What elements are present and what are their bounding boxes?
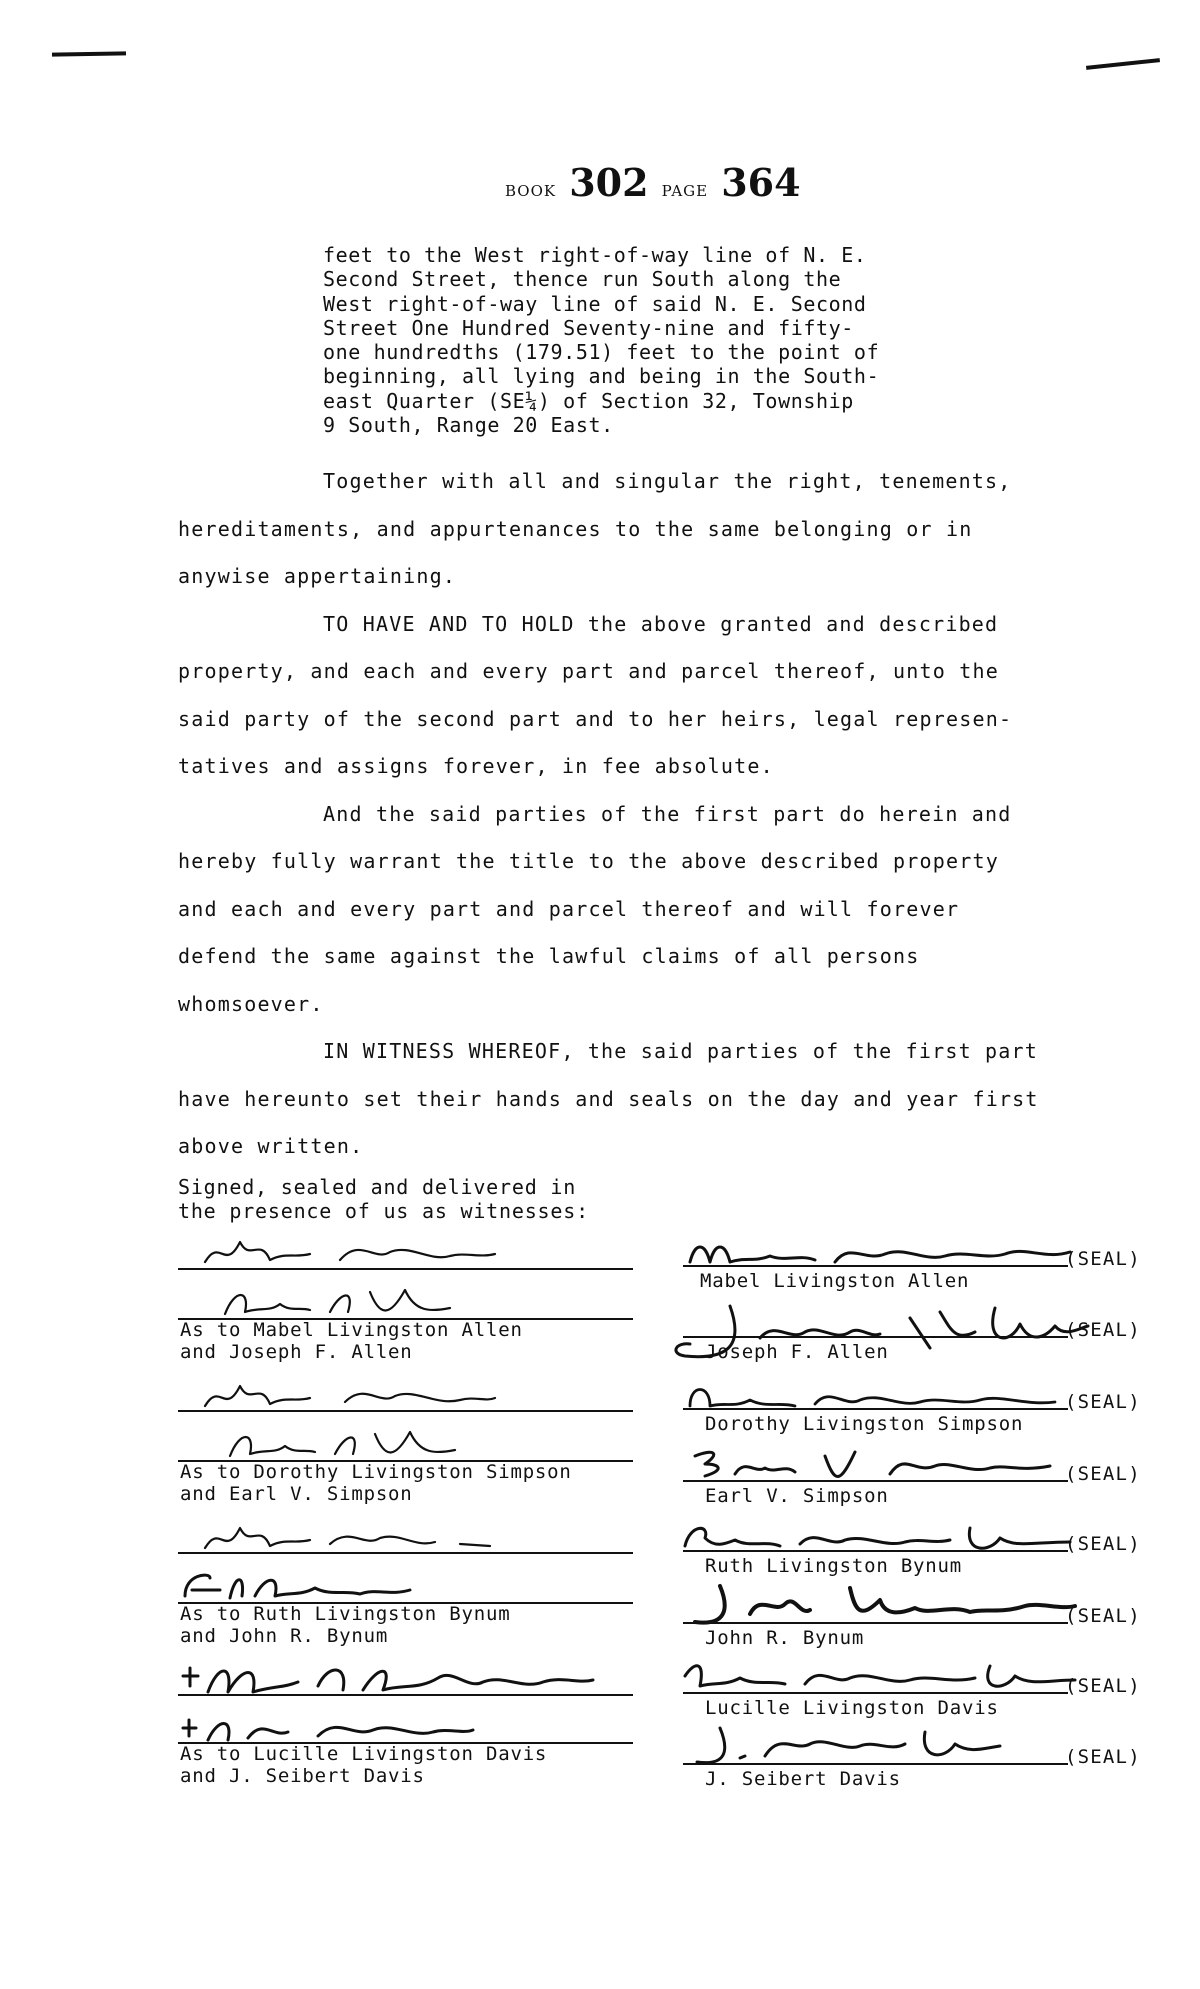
seal-marker: (SEAL) xyxy=(1065,1319,1141,1341)
seal-marker: (SEAL) xyxy=(1065,1391,1141,1413)
body-line: And the said parties of the first part do herein and xyxy=(323,801,1012,826)
description-line: 9 South, Range 20 East. xyxy=(323,413,614,438)
handwritten-signature xyxy=(685,1232,1075,1272)
signer-name: Mabel Livingston Allen xyxy=(700,1270,970,1292)
handwritten-signature xyxy=(690,1444,1070,1484)
signer-name: Ruth Livingston Bynum xyxy=(705,1555,963,1577)
property-description xyxy=(323,243,1063,437)
body-line: Together with all and singular the right, tenements, xyxy=(323,469,1012,493)
body-line: above written. xyxy=(178,1134,364,1158)
description-line: beginning, all lying and being in the South- xyxy=(323,364,880,389)
handwritten-signature xyxy=(178,1708,478,1748)
page-number: 364 xyxy=(721,160,801,205)
handwritten-signature xyxy=(200,1518,500,1558)
description-line: Second Street, thence run South along the xyxy=(323,267,842,292)
witness-group-line: As to Dorothy Livingston Simpson xyxy=(180,1461,572,1483)
handwritten-signature xyxy=(220,1282,460,1322)
witness-heading-line: Signed, sealed and delivered in xyxy=(178,1175,577,1199)
handwritten-signature xyxy=(680,1518,1080,1554)
description-line: feet to the West right-of-way line of N. E. xyxy=(323,243,867,267)
handwritten-signature xyxy=(200,1376,500,1416)
body-line: tatives and assigns forever, in fee absolute. xyxy=(178,754,774,778)
body-line: hereby fully warrant the title to the above described property xyxy=(178,849,999,873)
book-number: 302 xyxy=(569,160,649,205)
book-label: BOOK xyxy=(505,182,557,200)
description-line: Street One Hundred Seventy-nine and fifty- xyxy=(323,315,854,340)
body-line: hereditaments, and appurtenances to the same belonging or in xyxy=(178,516,973,541)
handwritten-signature xyxy=(680,1656,1080,1696)
body-line: have hereunto set their hands and seals on the day and year first xyxy=(178,1086,1039,1111)
witness-group-line: As to Ruth Livingston Bynum xyxy=(180,1603,511,1625)
signer-name: John R. Bynum xyxy=(705,1627,865,1649)
body-line: said party of the second part and to her heirs, legal represen- xyxy=(178,706,1013,731)
corner-mark-right xyxy=(1086,58,1160,70)
handwritten-signature xyxy=(200,1232,500,1272)
witness-group-line: As to Lucille Livingston Davis xyxy=(180,1743,548,1765)
body-line: whomsoever. xyxy=(178,991,324,1016)
handwritten-signature xyxy=(680,1580,1080,1628)
body-line: TO HAVE AND TO HOLD the above granted and described xyxy=(323,611,999,636)
witness-group-line: and John R. Bynum xyxy=(180,1625,389,1647)
handwritten-signature xyxy=(180,1566,420,1606)
page-label: PAGE xyxy=(661,182,709,200)
witness-heading xyxy=(178,1175,589,1223)
signer-name: Lucille Livingston Davis xyxy=(705,1697,999,1719)
signer-name: J. Seibert Davis xyxy=(705,1768,901,1790)
seal-marker: (SEAL) xyxy=(1065,1605,1141,1627)
seal-marker: (SEAL) xyxy=(1065,1463,1141,1485)
handwritten-signature xyxy=(225,1424,465,1464)
description-line: West right-of-way line of said N. E. Second xyxy=(323,291,867,316)
body-line: anywise appertaining. xyxy=(178,564,457,588)
seal-marker: (SEAL) xyxy=(1065,1533,1141,1555)
handwritten-signature xyxy=(685,1378,1075,1414)
handwritten-signature xyxy=(178,1656,598,1700)
signer-name: Dorothy Livingston Simpson xyxy=(705,1413,1024,1435)
body-line: and each and every part and parcel thereof and will forever xyxy=(178,896,960,921)
description-line: east Quarter (SE¼) of Section 32, Township xyxy=(323,388,854,413)
seal-marker: (SEAL) xyxy=(1065,1746,1141,1768)
corner-mark-left xyxy=(52,51,126,56)
description-line: one hundredths (179.51) feet to the point of xyxy=(323,340,880,365)
body-line: defend the same against the lawful claims of all persons xyxy=(178,944,920,968)
witness-heading-line: the presence of us as witnesses: xyxy=(178,1199,589,1223)
handwritten-signature xyxy=(685,1722,1005,1770)
book-page-stamp xyxy=(505,160,809,205)
witness-group-line: As to Mabel Livingston Allen xyxy=(180,1319,523,1341)
signer-name: Earl V. Simpson xyxy=(705,1485,889,1507)
deed-body xyxy=(178,458,1118,1171)
body-line: IN WITNESS WHEREOF, the said parties of the first part xyxy=(323,1039,1039,1063)
seal-marker: (SEAL) xyxy=(1065,1675,1141,1697)
seal-marker: (SEAL) xyxy=(1065,1248,1141,1270)
body-line: property, and each and every part and parcel thereof, unto the xyxy=(178,659,999,683)
signer-name: Joseph F. Allen xyxy=(705,1341,889,1363)
witness-group-line: and Joseph F. Allen xyxy=(180,1341,413,1363)
witness-group-line: and Earl V. Simpson xyxy=(180,1483,413,1505)
witness-group-line: and J. Seibert Davis xyxy=(180,1765,425,1787)
